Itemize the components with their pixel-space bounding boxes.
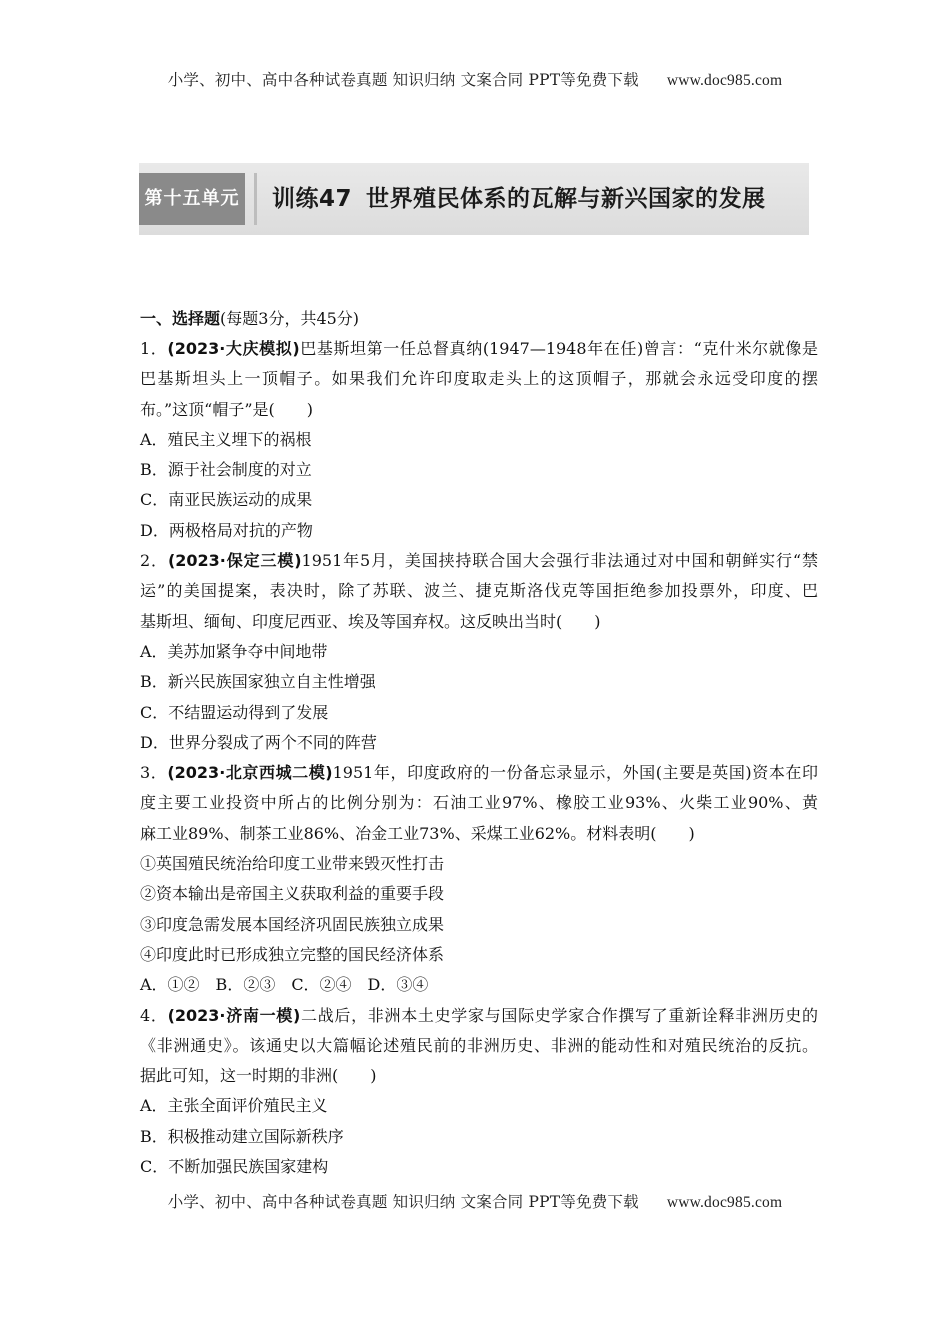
question-number: 1． [140,339,168,358]
question-line [140,546,818,576]
statement-item: ①英国殖民统治给印度工业带来毁灭性打击 [140,854,445,874]
option-a[interactable]: A．主张全面评价殖民主义 [140,1096,328,1116]
question-source: (2023·北京西城二模) [167,763,333,783]
option-c[interactable]: C．不断加强民族国家建构 [140,1157,329,1177]
section-title: 一、选择题 [140,309,221,328]
question-line [140,1001,818,1031]
question-1 [140,334,818,546]
option-a[interactable]: A．美苏加紧争夺中间地带 [140,641,328,661]
option-b[interactable]: B．积极推动建立国际新秩序 [140,1126,344,1146]
statement-item: ④印度此时已形成独立完整的国民经济体系 [140,944,445,964]
question-number: 3． [140,763,168,783]
header-site[interactable]: www.doc985.com [666,72,783,89]
question-text: 1951年，印度政府的一份备忘录显示，外国(主要是英国)资本在印 [332,763,818,783]
question-line: 据此可知，这一时期的非洲( ) [140,1066,377,1086]
question-line [140,758,818,788]
question-line: 巴基斯坦头上一顶帽子。如果我们允许印度取走头上的这顶帽子，那就会永远受印度的摆 [140,369,818,389]
question-line [140,334,818,364]
banner-divider [254,173,257,225]
question-line: 布。”这顶“帽子”是( ) [140,399,314,419]
option-d[interactable]: D．世界分裂成了两个不同的阵营 [140,732,377,752]
page-footer [0,1190,950,1212]
section-heading [140,304,818,334]
page-header [0,68,950,90]
title-text: 世界殖民体系的瓦解与新兴国家的发展 [366,186,766,212]
page-title [272,173,766,225]
option-b[interactable]: B．源于社会制度的对立 [140,460,312,480]
question-4 [140,1001,818,1183]
options-inline[interactable]: A．①② B．②③ C．②④ D．③④ [140,975,429,995]
option-c[interactable]: C．不结盟运动得到了发展 [140,702,329,722]
question-line: 运”的美国提案，表决时，除了苏联、波兰、捷克斯洛伐克等国拒绝参加投票外，印度、巴 [140,581,818,601]
question-2 [140,546,818,758]
question-list [140,304,818,1182]
option-d[interactable]: D．两极格局对抗的产物 [140,520,313,540]
question-text: 二战后，非洲本土史学家与国际史学家合作撰写了重新诠释非洲历史的 [300,1005,818,1025]
statement-item: ②资本输出是帝国主义获取利益的重要手段 [140,884,445,904]
question-number: 2． [140,551,168,571]
question-line: 麻工业89%、制茶工业86%、冶金工业73%、采煤工业62%。材料表明( ) [140,823,695,843]
header-text: 小学、初中、高中各种试卷真题 知识归纳 文案合同 PPT等免费下载 [167,71,639,89]
question-3 [140,758,818,1000]
option-c[interactable]: C．南亚民族运动的成果 [140,490,313,510]
question-line: 基斯坦、缅甸、印度尼西亚、埃及等国弃权。这反映出当时( ) [140,611,601,631]
unit-banner [139,163,809,235]
question-text: 巴基斯坦第一任总督真纳(1947—1948年在任)曾言：“克什米尔就像是 [299,339,818,358]
question-line: 《非洲通史》。该通史以大篇幅论述殖民前的非洲历史、非洲的能动性和对殖民统治的反抗。 [140,1035,818,1055]
question-source: (2023·保定三模) [167,551,302,571]
footer-site[interactable]: www.doc985.com [666,1194,783,1211]
question-number: 4． [140,1005,168,1025]
training-number: 训练47 [272,186,353,212]
option-b[interactable]: B．新兴民族国家独立自主性增强 [140,672,376,692]
question-source: (2023·大庆模拟) [167,339,300,358]
section-note: (每题3分，共45分) [220,309,360,328]
question-line: 度主要工业投资中所占的比例分别为：石油工业97%、橡胶工业93%、火柴工业90%、黄 [140,793,818,813]
statement-item: ③印度急需发展本国经济巩固民族独立成果 [140,914,445,934]
option-a[interactable]: A．殖民主义埋下的祸根 [140,429,312,449]
footer-text: 小学、初中、高中各种试卷真题 知识归纳 文案合同 PPT等免费下载 [167,1193,639,1211]
question-source: (2023·济南一模) [167,1005,301,1025]
unit-label: 第十五单元 [139,173,245,225]
question-text: 1951年5月，美国挟持联合国大会强行非法通过对中国和朝鲜实行“禁 [301,551,818,571]
